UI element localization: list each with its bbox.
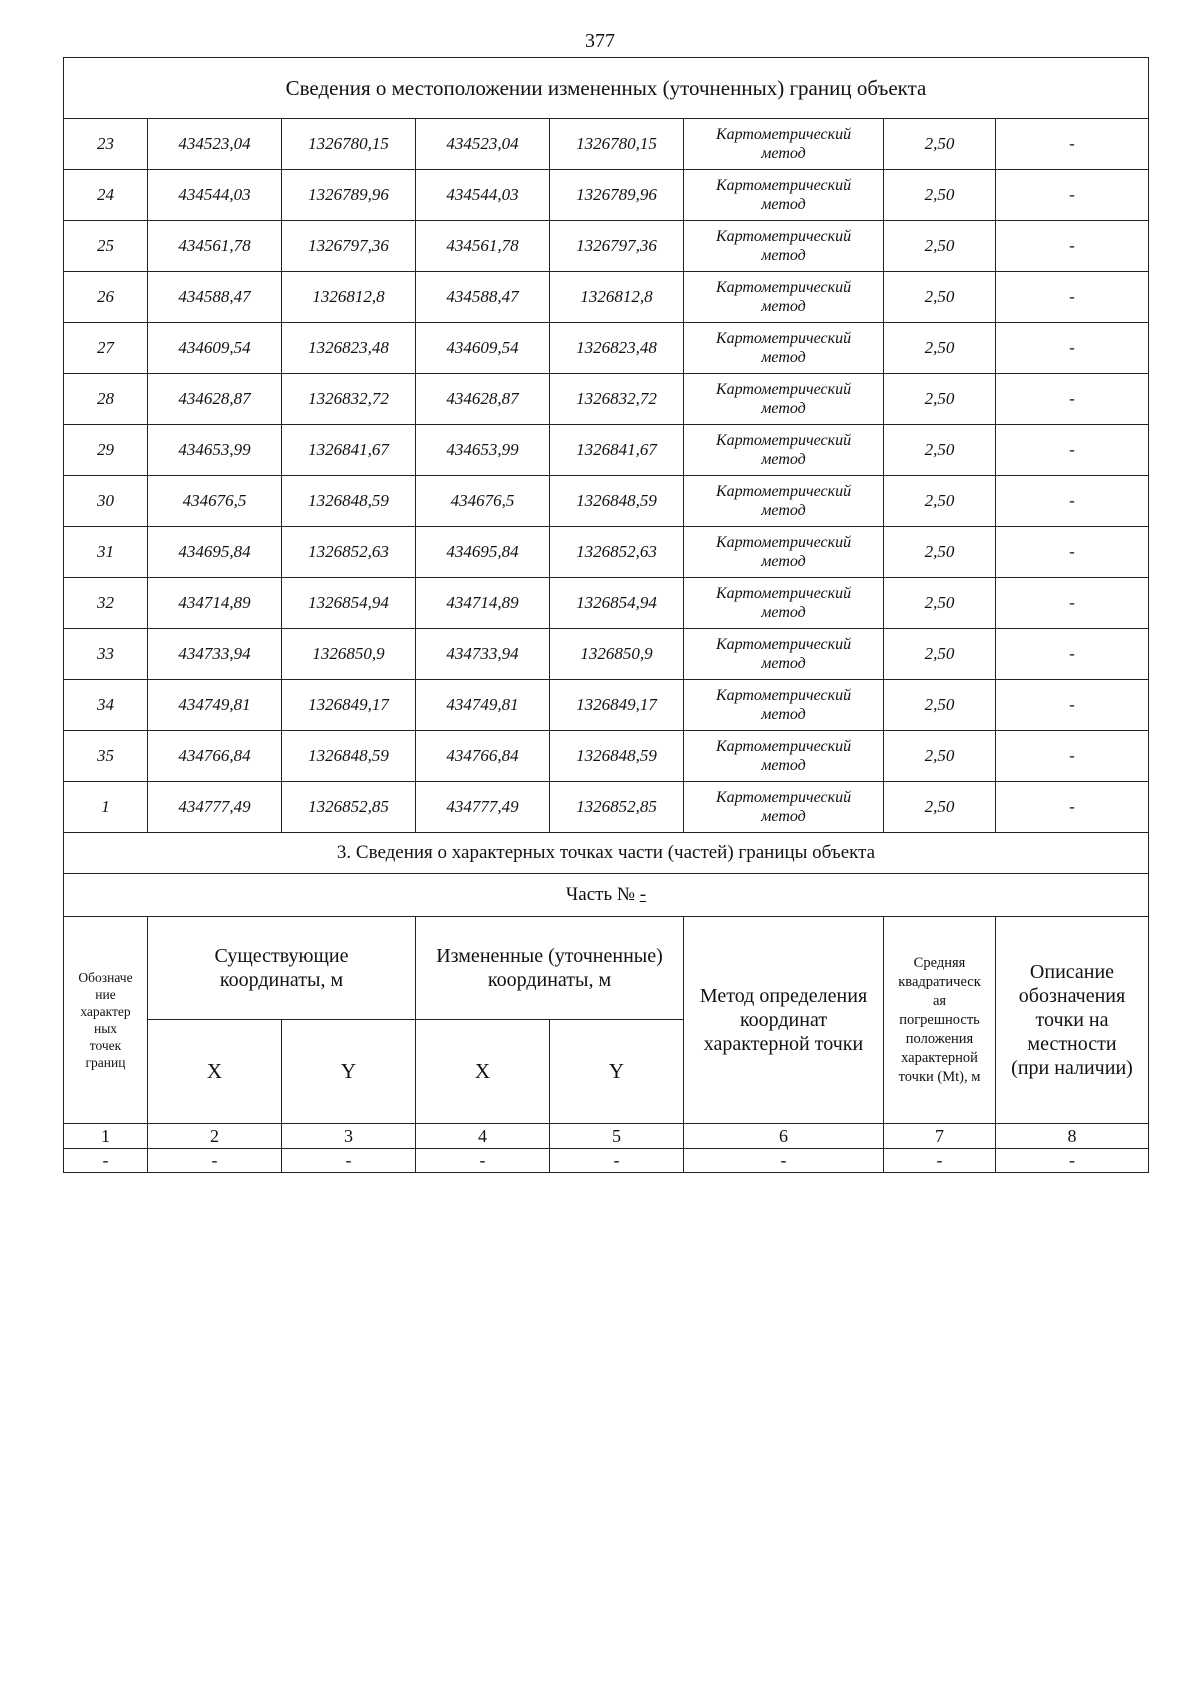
column-number: 1 [64, 1124, 148, 1149]
existing-y-cell: 1326841,67 [282, 425, 416, 476]
header-changed-coords [416, 917, 684, 1020]
table-row [64, 221, 1149, 272]
point-number-cell: 34 [64, 680, 148, 731]
changed-y-cell: 1326854,94 [550, 578, 684, 629]
header-line: характерной точки [703, 1033, 864, 1055]
header-line: Описание [1029, 961, 1115, 983]
existing-x-cell: 434676,5 [148, 476, 282, 527]
changed-x-cell: 434733,94 [416, 629, 550, 680]
method-cell [684, 680, 884, 731]
method-line: метод [761, 604, 806, 621]
mt-cell: 2,50 [884, 629, 996, 680]
table-row [64, 629, 1149, 680]
method-line: Картометрический [715, 636, 852, 653]
method-line: метод [761, 655, 806, 672]
method-line: Картометрический [715, 432, 852, 449]
column-number: 7 [884, 1124, 996, 1149]
header-line: точки на [1035, 1009, 1109, 1031]
header-axis-y-changed: Y [550, 1020, 684, 1124]
changed-x-cell: 434714,89 [416, 578, 550, 629]
point-number-cell: 30 [64, 476, 148, 527]
mt-cell: 2,50 [884, 731, 996, 782]
header-line: Средняя [913, 954, 966, 971]
part-row [64, 874, 1149, 917]
point-number-cell: 28 [64, 374, 148, 425]
existing-y-cell: 1326797,36 [282, 221, 416, 272]
point-number-cell: 26 [64, 272, 148, 323]
header-mt [884, 917, 996, 1124]
changed-y-cell: 1326789,96 [550, 170, 684, 221]
column-number: 5 [550, 1124, 684, 1149]
existing-y-cell: 1326812,8 [282, 272, 416, 323]
header-line: обозначения [1018, 985, 1126, 1007]
table-row [64, 782, 1149, 833]
section3-title-row [64, 833, 1149, 874]
method-line: Картометрический [715, 381, 852, 398]
table-title: Сведения о местоположении измененных (уточненных) границ объекта [64, 58, 1149, 119]
empty-cell: - [148, 1149, 282, 1173]
boundary-table [63, 57, 1149, 1173]
part-label: Часть № [565, 884, 635, 905]
mt-cell: 2,50 [884, 119, 996, 170]
table-row [64, 323, 1149, 374]
empty-cell: - [64, 1149, 148, 1173]
existing-y-cell: 1326780,15 [282, 119, 416, 170]
header-line: характерной [901, 1049, 978, 1066]
header-point-designation [64, 917, 148, 1124]
method-cell [684, 731, 884, 782]
point-number-cell: 35 [64, 731, 148, 782]
table-row [64, 374, 1149, 425]
column-numbers-row [64, 1124, 1149, 1149]
header-method [684, 917, 884, 1124]
header-line: погрешность [899, 1011, 980, 1028]
method-cell [684, 374, 884, 425]
method-line: метод [761, 808, 806, 825]
changed-x-cell: 434777,49 [416, 782, 550, 833]
changed-y-cell: 1326797,36 [550, 221, 684, 272]
changed-x-cell: 434766,84 [416, 731, 550, 782]
existing-x-cell: 434733,94 [148, 629, 282, 680]
existing-x-cell: 434588,47 [148, 272, 282, 323]
method-line: метод [761, 451, 806, 468]
header-line: ая [932, 992, 947, 1009]
table-row [64, 119, 1149, 170]
mt-cell: 2,50 [884, 323, 996, 374]
changed-x-cell: 434749,81 [416, 680, 550, 731]
description-cell: - [996, 425, 1149, 476]
description-cell: - [996, 782, 1149, 833]
page-number: 377 [585, 30, 615, 52]
header-description [996, 917, 1149, 1124]
mt-cell: 2,50 [884, 578, 996, 629]
changed-y-cell: 1326780,15 [550, 119, 684, 170]
existing-y-cell: 1326850,9 [282, 629, 416, 680]
method-cell [684, 782, 884, 833]
empty-cell: - [884, 1149, 996, 1173]
changed-y-cell: 1326812,8 [550, 272, 684, 323]
existing-x-cell: 434609,54 [148, 323, 282, 374]
existing-y-cell: 1326852,85 [282, 782, 416, 833]
method-line: метод [761, 706, 806, 723]
header-line: Обозначе [78, 970, 133, 985]
method-line: метод [761, 400, 806, 417]
description-cell: - [996, 374, 1149, 425]
section3-title: 3. Сведения о характерных точках части (частей) границы объекта [64, 833, 1149, 874]
existing-y-cell: 1326823,48 [282, 323, 416, 374]
changed-y-cell: 1326852,85 [550, 782, 684, 833]
table-row [64, 425, 1149, 476]
description-cell: - [996, 680, 1149, 731]
changed-x-cell: 434544,03 [416, 170, 550, 221]
point-number-cell: 1 [64, 782, 148, 833]
method-cell [684, 272, 884, 323]
description-cell: - [996, 578, 1149, 629]
existing-y-cell: 1326848,59 [282, 476, 416, 527]
changed-y-cell: 1326848,59 [550, 731, 684, 782]
column-number: 4 [416, 1124, 550, 1149]
mt-cell: 2,50 [884, 680, 996, 731]
changed-x-cell: 434653,99 [416, 425, 550, 476]
existing-x-cell: 434777,49 [148, 782, 282, 833]
changed-x-cell: 434676,5 [416, 476, 550, 527]
mt-cell: 2,50 [884, 425, 996, 476]
header-existing-coords [148, 917, 416, 1020]
method-cell [684, 578, 884, 629]
method-line: Картометрический [715, 228, 852, 245]
table-row [64, 578, 1149, 629]
header-line: координат [739, 1009, 828, 1031]
description-cell: - [996, 629, 1149, 680]
column-number: 6 [684, 1124, 884, 1149]
table-row [64, 170, 1149, 221]
existing-x-cell: 434695,84 [148, 527, 282, 578]
header-line: положения [905, 1030, 974, 1047]
description-cell: - [996, 527, 1149, 578]
changed-x-cell: 434523,04 [416, 119, 550, 170]
method-line: Картометрический [715, 534, 852, 551]
mt-cell: 2,50 [884, 221, 996, 272]
changed-y-cell: 1326832,72 [550, 374, 684, 425]
method-line: Картометрический [715, 279, 852, 296]
header-row-top [64, 917, 1149, 1020]
header-line: точек [89, 1038, 122, 1053]
method-line: Картометрический [715, 126, 852, 143]
changed-y-cell: 1326850,9 [550, 629, 684, 680]
existing-x-cell: 434628,87 [148, 374, 282, 425]
changed-x-cell: 434588,47 [416, 272, 550, 323]
part-cell [64, 874, 1149, 917]
existing-y-cell: 1326849,17 [282, 680, 416, 731]
mt-cell: 2,50 [884, 527, 996, 578]
existing-x-cell: 434653,99 [148, 425, 282, 476]
header-line: квадратическ [898, 973, 981, 990]
changed-y-cell: 1326852,63 [550, 527, 684, 578]
mt-cell: 2,50 [884, 476, 996, 527]
method-line: Картометрический [715, 483, 852, 500]
header-line: Существующие [214, 945, 349, 967]
header-line: координаты, м [219, 969, 344, 991]
column-number: 3 [282, 1124, 416, 1149]
changed-y-cell: 1326849,17 [550, 680, 684, 731]
existing-y-cell: 1326854,94 [282, 578, 416, 629]
point-number-cell: 27 [64, 323, 148, 374]
description-cell: - [996, 221, 1149, 272]
changed-x-cell: 434609,54 [416, 323, 550, 374]
method-cell [684, 221, 884, 272]
method-line: метод [761, 502, 806, 519]
header-line: (при наличии) [1011, 1057, 1133, 1079]
method-line: Картометрический [715, 177, 852, 194]
method-cell [684, 629, 884, 680]
empty-cell: - [550, 1149, 684, 1173]
existing-y-cell: 1326848,59 [282, 731, 416, 782]
method-cell [684, 323, 884, 374]
method-cell [684, 170, 884, 221]
changed-y-cell: 1326848,59 [550, 476, 684, 527]
table-row [64, 527, 1149, 578]
method-line: Картометрический [715, 738, 852, 755]
column-number: 2 [148, 1124, 282, 1149]
existing-y-cell: 1326789,96 [282, 170, 416, 221]
mt-cell: 2,50 [884, 782, 996, 833]
empty-cell: - [684, 1149, 884, 1173]
changed-x-cell: 434695,84 [416, 527, 550, 578]
point-number-cell: 33 [64, 629, 148, 680]
table-row [64, 272, 1149, 323]
table-row [64, 1149, 1149, 1173]
header-axis-y-existing: Y [282, 1020, 416, 1124]
method-cell [684, 527, 884, 578]
point-number-cell: 32 [64, 578, 148, 629]
point-number-cell: 31 [64, 527, 148, 578]
table-title-row [64, 58, 1149, 119]
existing-x-cell: 434523,04 [148, 119, 282, 170]
table-row [64, 680, 1149, 731]
header-line: границ [85, 1055, 126, 1070]
description-cell: - [996, 323, 1149, 374]
existing-y-cell: 1326832,72 [282, 374, 416, 425]
method-line: Картометрический [715, 585, 852, 602]
column-number: 8 [996, 1124, 1149, 1149]
table-row [64, 731, 1149, 782]
mt-cell: 2,50 [884, 374, 996, 425]
changed-y-cell: 1326841,67 [550, 425, 684, 476]
table-row [64, 476, 1149, 527]
description-cell: - [996, 272, 1149, 323]
empty-cell: - [996, 1149, 1149, 1173]
header-axis-x-existing: X [148, 1020, 282, 1124]
description-cell: - [996, 476, 1149, 527]
method-line: Картометрический [715, 789, 852, 806]
existing-x-cell: 434714,89 [148, 578, 282, 629]
point-number-cell: 25 [64, 221, 148, 272]
existing-x-cell: 434544,03 [148, 170, 282, 221]
method-line: метод [761, 757, 806, 774]
header-line: координаты, м [487, 969, 612, 991]
empty-cell: - [282, 1149, 416, 1173]
header-axis-x-changed: X [416, 1020, 550, 1124]
header-line: местности [1027, 1033, 1117, 1055]
header-line: точки (Mt), м [898, 1068, 981, 1085]
method-cell [684, 476, 884, 527]
description-cell: - [996, 731, 1149, 782]
method-line: метод [761, 553, 806, 570]
description-cell: - [996, 170, 1149, 221]
existing-x-cell: 434766,84 [148, 731, 282, 782]
method-cell [684, 119, 884, 170]
method-line: метод [761, 196, 806, 213]
method-line: метод [761, 298, 806, 315]
point-number-cell: 29 [64, 425, 148, 476]
method-line: метод [761, 349, 806, 366]
changed-x-cell: 434561,78 [416, 221, 550, 272]
existing-y-cell: 1326852,63 [282, 527, 416, 578]
existing-x-cell: 434561,78 [148, 221, 282, 272]
header-line: Метод определения [699, 985, 868, 1007]
changed-y-cell: 1326823,48 [550, 323, 684, 374]
header-line: характер [80, 1004, 131, 1019]
point-number-cell: 24 [64, 170, 148, 221]
header-line: ние [95, 987, 116, 1002]
existing-x-cell: 434749,81 [148, 680, 282, 731]
header-line: ных [93, 1021, 118, 1036]
method-line: метод [761, 145, 806, 162]
empty-cell: - [416, 1149, 550, 1173]
method-line: Картометрический [715, 330, 852, 347]
mt-cell: 2,50 [884, 272, 996, 323]
method-line: Картометрический [715, 687, 852, 704]
header-line: Измененные (уточненные) [436, 945, 663, 967]
method-cell [684, 425, 884, 476]
description-cell: - [996, 119, 1149, 170]
part-value: - [639, 884, 647, 905]
point-number-cell: 23 [64, 119, 148, 170]
changed-x-cell: 434628,87 [416, 374, 550, 425]
mt-cell: 2,50 [884, 170, 996, 221]
method-line: метод [761, 247, 806, 264]
